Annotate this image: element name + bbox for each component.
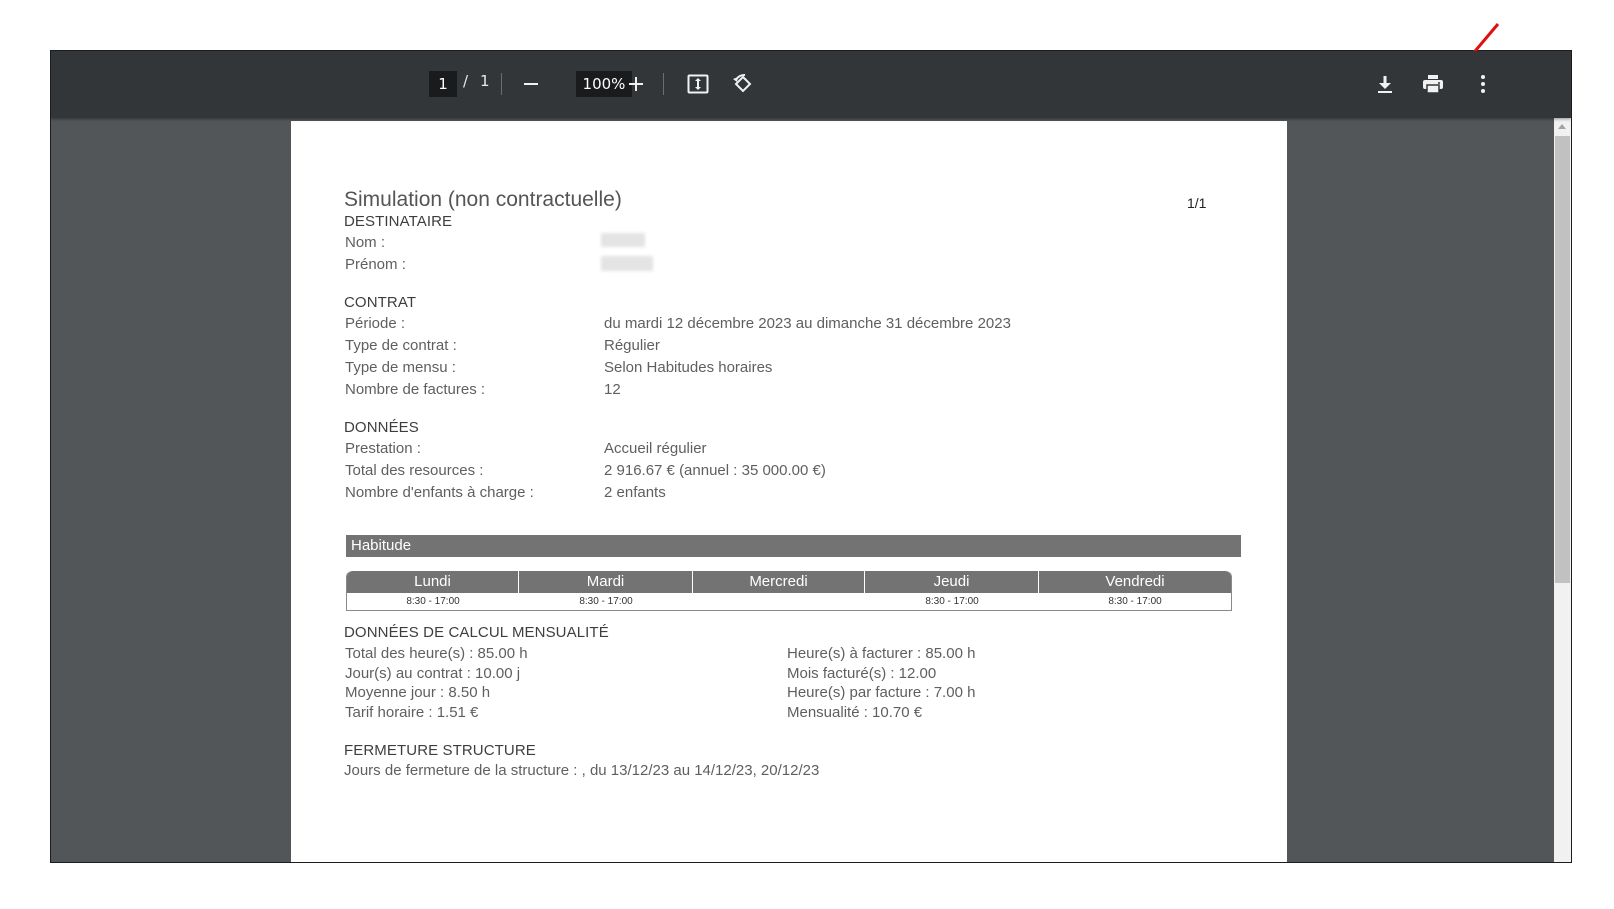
contrat-value: Selon Habitudes horaires [604, 359, 773, 376]
day-time [693, 593, 865, 610]
day-column [1039, 571, 1231, 611]
toolbar-divider [663, 73, 664, 95]
scroll-thumb[interactable] [1555, 136, 1570, 583]
fermeture-text: Jours de fermeture de la structure : , du 13/12/23 au 14/12/23, 20/12/23 [344, 762, 820, 779]
contrat-heading: CONTRAT [344, 294, 417, 311]
day-name: Mardi [519, 571, 693, 593]
contrat-value: 12 [604, 381, 621, 398]
donnees-label: Nombre d'enfants à charge : [345, 484, 534, 501]
zoom-out-button[interactable] [516, 69, 546, 99]
contrat-label: Nombre de factures : [345, 381, 486, 398]
donnees-value: Accueil régulier [604, 440, 707, 457]
fit-page-icon [687, 74, 709, 94]
day-time: 8:30 - 17:00 [579, 596, 633, 607]
calcul-heading: DONNÉES DE CALCUL MENSUALITÉ [344, 624, 609, 641]
document-title: Simulation (non contractuelle) [344, 188, 622, 211]
more-vert-icon [1480, 74, 1486, 94]
donnees-heading: DONNÉES [344, 419, 419, 436]
fit-page-button[interactable] [683, 69, 713, 99]
calcul-left-item: Tarif horaire : 1.51 € [345, 704, 479, 721]
contrat-label: Type de contrat : [345, 337, 457, 354]
calcul-right-item: Heure(s) par facture : 7.00 h [787, 684, 976, 701]
redacted-prenom [601, 256, 653, 271]
day-column [347, 571, 519, 611]
rotate-icon [731, 72, 755, 96]
habitude-table [346, 571, 1232, 611]
day-column [519, 571, 693, 611]
zoom-out-icon [523, 76, 539, 92]
day-name: Jeudi [865, 571, 1039, 593]
contrat-label: Type de mensu : [345, 359, 456, 376]
day-name: Mercredi [693, 571, 865, 593]
contrat-label: Période : [345, 315, 406, 332]
day-name: Lundi [347, 571, 519, 593]
page-separator: / [463, 72, 469, 90]
contrat-value: du mardi 12 décembre 2023 au dimanche 31 décembre 2023 [604, 315, 1011, 332]
document-area[interactable] [51, 118, 1556, 863]
pdf-toolbar [51, 51, 1571, 118]
zoom-in-icon [628, 76, 644, 92]
toolbar-divider [501, 73, 502, 95]
scroll-up-arrow-icon[interactable] [1558, 124, 1566, 129]
page-number-input[interactable]: 1 [429, 71, 457, 97]
vertical-scrollbar[interactable] [1554, 118, 1571, 863]
page-counter: 1/1 [1187, 195, 1207, 211]
calcul-right-item: Mois facturé(s) : 12.00 [787, 665, 937, 682]
day-time: 8:30 - 17:00 [1108, 596, 1162, 607]
habitude-header: Habitude [346, 535, 1241, 557]
calcul-left-item: Total des heure(s) : 85.00 h [345, 645, 528, 662]
print-button[interactable] [1417, 68, 1449, 100]
day-name: Vendredi [1039, 571, 1231, 593]
download-icon [1375, 74, 1395, 94]
pdf-viewer [50, 50, 1572, 863]
calcul-right-item: Mensualité : 10.70 € [787, 704, 923, 721]
day-time: 8:30 - 17:00 [406, 596, 460, 607]
donnees-label: Prestation : [345, 440, 421, 457]
calcul-left-item: Jour(s) au contrat : 10.00 j [345, 665, 521, 682]
page-total: 1 [480, 72, 490, 90]
day-column [865, 571, 1039, 611]
contrat-value: Régulier [604, 337, 660, 354]
calcul-right-item: Heure(s) à facturer : 85.00 h [787, 645, 976, 662]
redacted-nom [601, 233, 645, 247]
rotate-button[interactable] [727, 68, 759, 100]
donnees-value: 2 916.67 € (annuel : 35 000.00 €) [604, 462, 826, 479]
zoom-in-button[interactable] [621, 69, 651, 99]
more-options-button[interactable] [1467, 68, 1499, 100]
print-icon [1422, 74, 1444, 94]
zoom-level-input[interactable]: 100% [576, 71, 632, 97]
day-column [693, 571, 865, 611]
day-time: 8:30 - 17:00 [925, 596, 979, 607]
prenom-label: Prénom : [345, 256, 406, 273]
donnees-value: 2 enfants [604, 484, 666, 501]
destinataire-heading: DESTINATAIRE [344, 213, 453, 230]
fermeture-heading: FERMETURE STRUCTURE [344, 742, 536, 759]
download-button[interactable] [1369, 68, 1401, 100]
pdf-page [291, 121, 1287, 863]
calcul-left-item: Moyenne jour : 8.50 h [345, 684, 491, 701]
donnees-label: Total des resources : [345, 462, 484, 479]
nom-label: Nom : [345, 234, 386, 251]
